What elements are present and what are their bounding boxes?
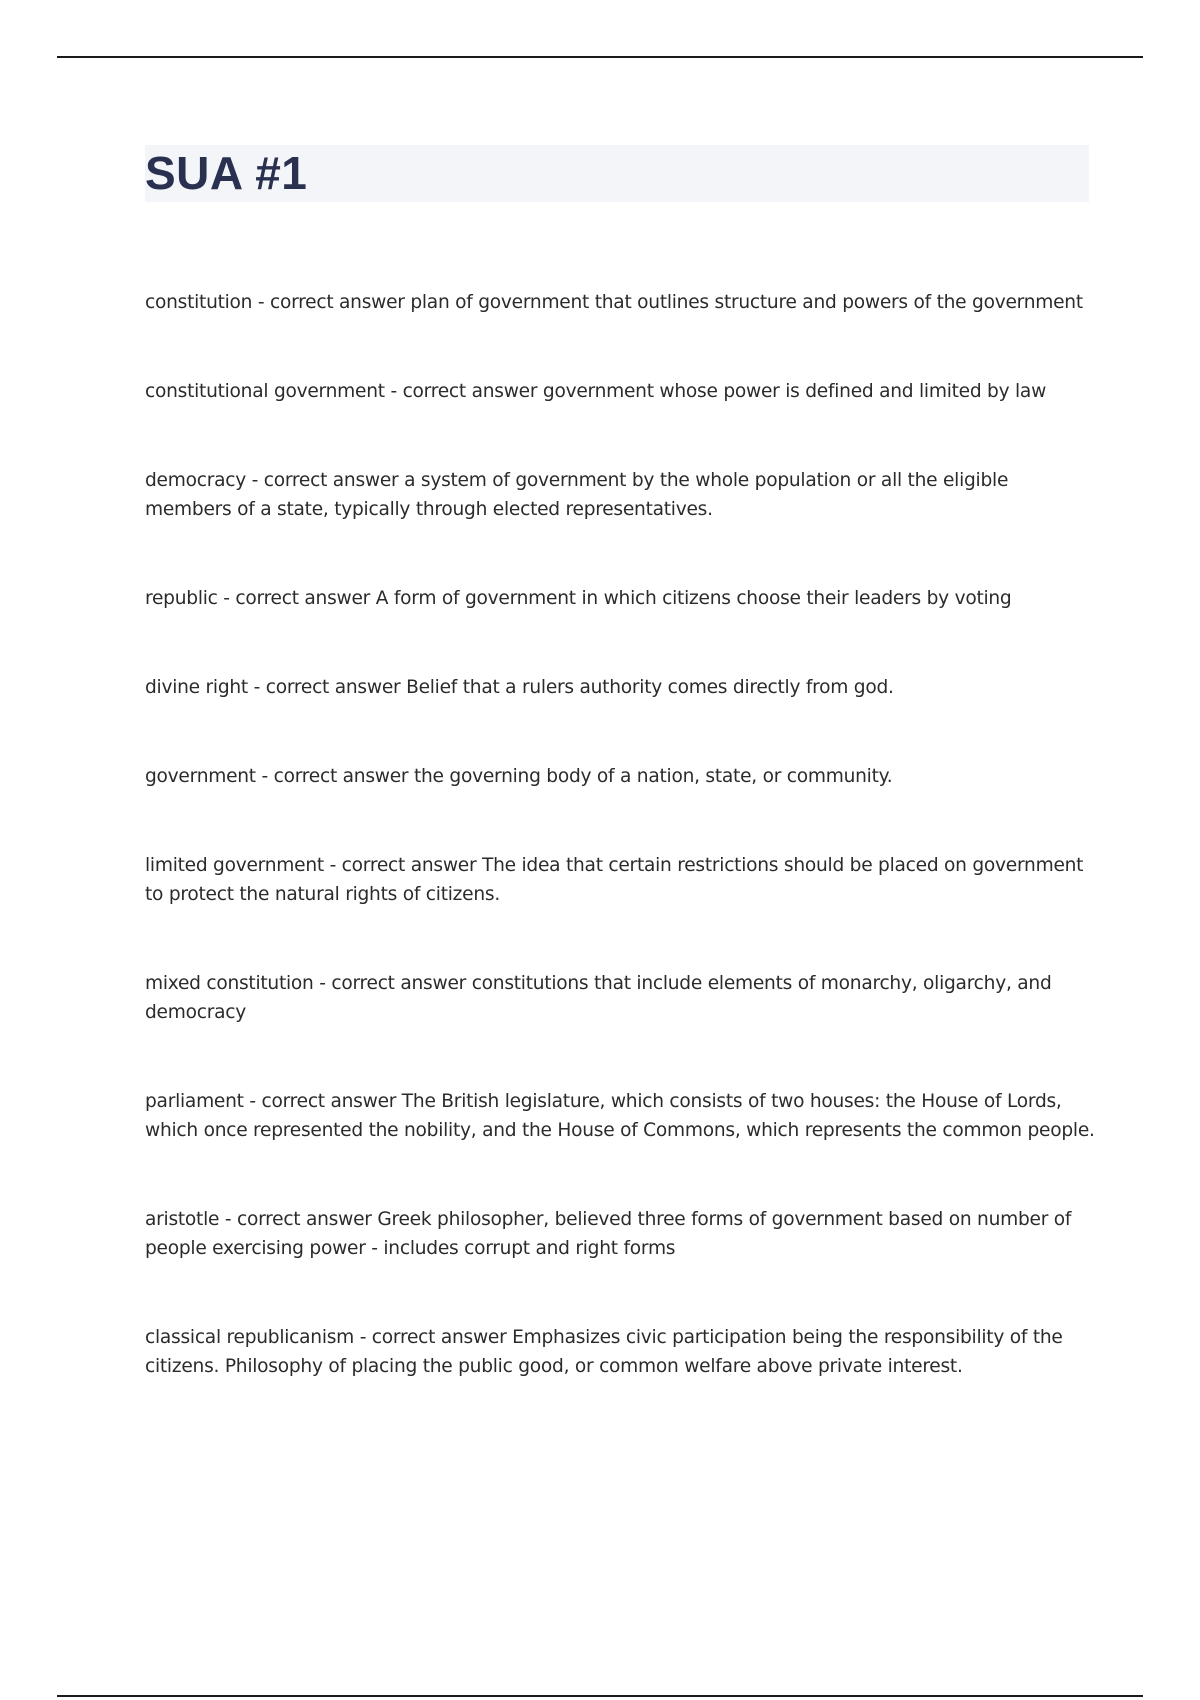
definition-entry: constitutional government - correct answer government whose power is defined and limited by law xyxy=(145,381,1047,402)
definition-entry: democracy - correct answer a system of government by the whole population or all the eligible members of a state, typically through elected representatives. xyxy=(145,470,1009,520)
definition-entry: republic - correct answer A form of government in which citizens choose their leaders by voting xyxy=(145,588,1012,609)
definition-entry: government - correct answer the governing body of a nation, state, or community. xyxy=(145,766,893,787)
top-divider xyxy=(57,56,1143,58)
definition-entry: constitution - correct answer plan of government that outlines structure and powers of the government xyxy=(145,292,1083,313)
page-title: SUA #1 xyxy=(145,147,308,199)
bottom-divider xyxy=(57,1695,1143,1697)
definition-entry: divine right - correct answer Belief that a rulers authority comes directly from god. xyxy=(145,677,894,698)
definition-entry: classical republicanism - correct answer Emphasizes civic participation being the responsibility of the citizens. Philosophy of placing the public good, or common welfare above private interest. xyxy=(145,1327,1063,1377)
definition-entry: aristotle - correct answer Greek philosopher, believed three forms of government based on number of people exercising power - includes corrupt and right forms xyxy=(145,1209,1072,1259)
definition-list xyxy=(145,288,1095,1441)
definition-entry: mixed constitution - correct answer constitutions that include elements of monarchy, oligarchy, and democracy xyxy=(145,973,1052,1023)
definition-entry: limited government - correct answer The idea that certain restrictions should be placed on government to protect the natural rights of citizens. xyxy=(145,855,1084,905)
definition-entry: parliament - correct answer The British legislature, which consists of two houses: the House of Lords, which once represented the nobility, and the House of Commons, which represents the common people. xyxy=(145,1091,1095,1141)
